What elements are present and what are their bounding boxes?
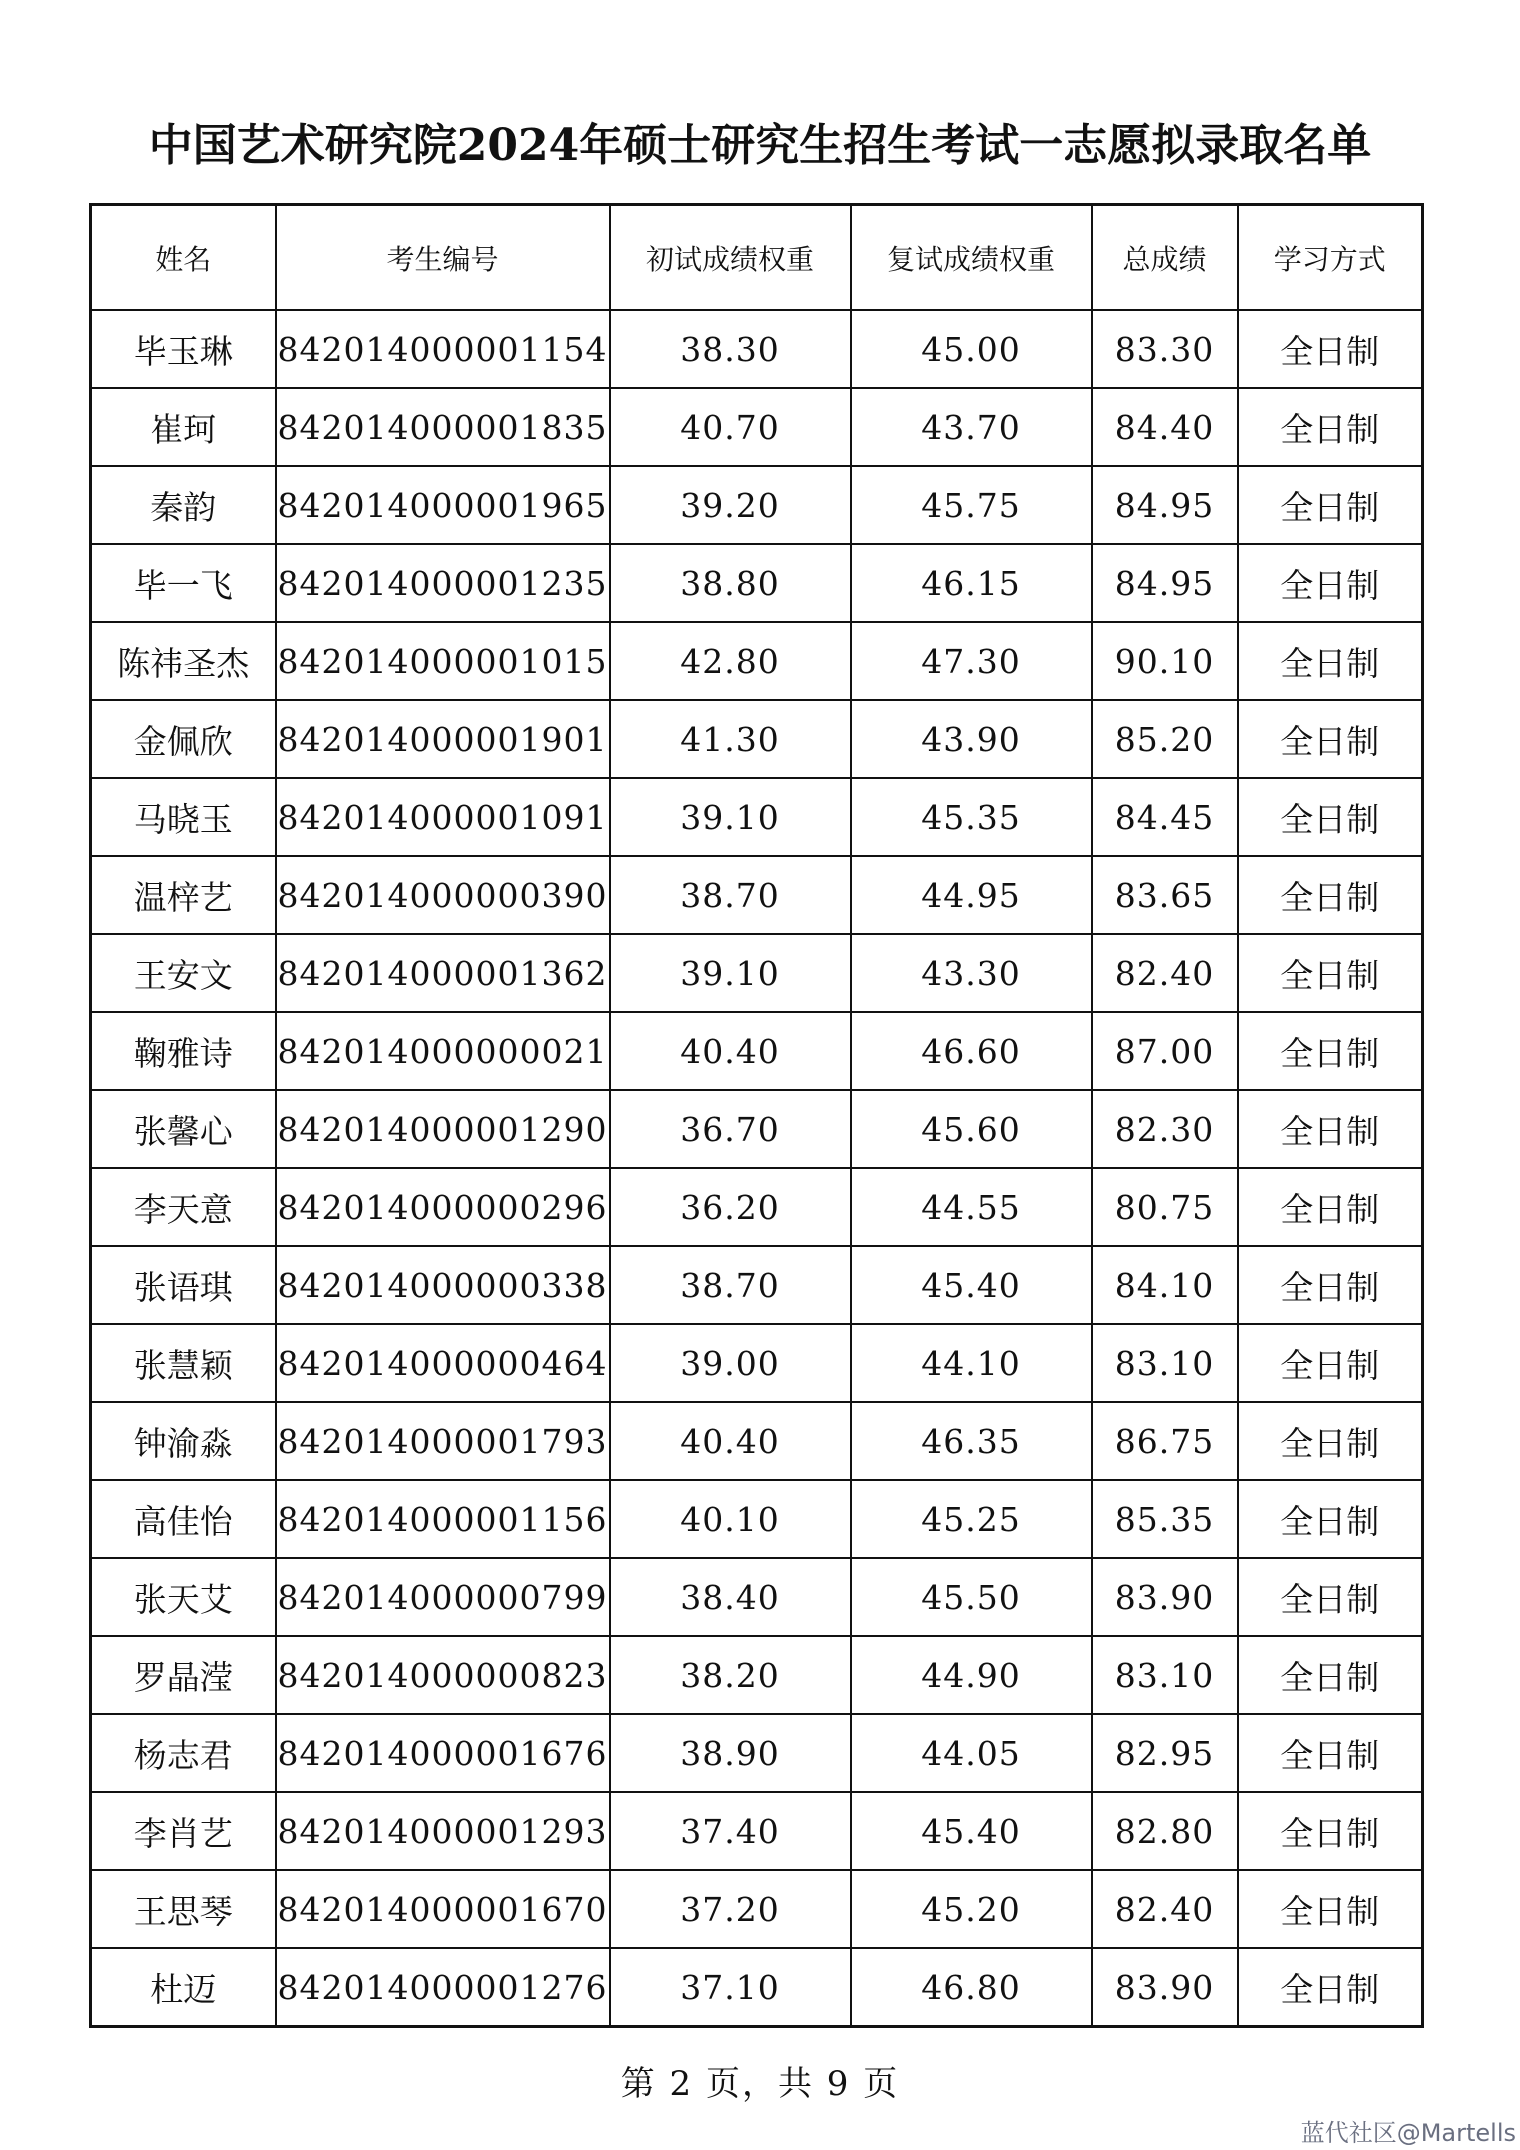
cell-study-mode: 全日制 bbox=[1238, 1168, 1423, 1246]
cell-candidate-id: 842014000001362 bbox=[276, 934, 610, 1012]
admission-list-table bbox=[89, 203, 1424, 2028]
table-row bbox=[91, 1948, 1423, 2027]
cell-initial-score: 39.10 bbox=[610, 778, 851, 856]
cell-retest-score: 44.10 bbox=[851, 1324, 1092, 1402]
cell-total-score: 85.20 bbox=[1092, 700, 1238, 778]
cell-study-mode: 全日制 bbox=[1238, 1870, 1423, 1948]
cell-candidate-id: 842014000000390 bbox=[276, 856, 610, 934]
cell-retest-score: 46.80 bbox=[851, 1948, 1092, 2027]
table-header-row bbox=[91, 205, 1423, 311]
document-title: 中国艺术研究院2024年硕士研究生招生考试一志愿拟录取名单 bbox=[148, 120, 1372, 171]
cell-total-score: 83.90 bbox=[1092, 1558, 1238, 1636]
cell-study-mode: 全日制 bbox=[1238, 544, 1423, 622]
cell-study-mode: 全日制 bbox=[1238, 466, 1423, 544]
cell-initial-score: 38.70 bbox=[610, 1246, 851, 1324]
table-row bbox=[91, 1792, 1423, 1870]
cell-candidate-id: 842014000001154 bbox=[276, 310, 610, 388]
cell-total-score: 82.40 bbox=[1092, 1870, 1238, 1948]
cell-total-score: 80.75 bbox=[1092, 1168, 1238, 1246]
cell-candidate-id: 842014000001276 bbox=[276, 1948, 610, 2027]
cell-candidate-id: 842014000000799 bbox=[276, 1558, 610, 1636]
cell-name: 杜迈 bbox=[91, 1948, 276, 2027]
cell-name: 鞠雅诗 bbox=[91, 1012, 276, 1090]
cell-retest-score: 44.90 bbox=[851, 1636, 1092, 1714]
cell-name: 王安文 bbox=[91, 934, 276, 1012]
cell-study-mode: 全日制 bbox=[1238, 388, 1423, 466]
cell-retest-score: 44.05 bbox=[851, 1714, 1092, 1792]
cell-name: 王思琴 bbox=[91, 1870, 276, 1948]
cell-candidate-id: 842014000000338 bbox=[276, 1246, 610, 1324]
cell-total-score: 85.35 bbox=[1092, 1480, 1238, 1558]
cell-total-score: 84.95 bbox=[1092, 544, 1238, 622]
page-indicator: 第 2 页，共 9 页 bbox=[620, 2064, 900, 2104]
cell-initial-score: 39.10 bbox=[610, 934, 851, 1012]
cell-total-score: 90.10 bbox=[1092, 622, 1238, 700]
cell-retest-score: 43.30 bbox=[851, 934, 1092, 1012]
cell-name: 金佩欣 bbox=[91, 700, 276, 778]
cell-study-mode: 全日制 bbox=[1238, 1246, 1423, 1324]
cell-retest-score: 44.55 bbox=[851, 1168, 1092, 1246]
header-retest-score: 复试成绩权重 bbox=[851, 205, 1092, 311]
cell-candidate-id: 842014000001965 bbox=[276, 466, 610, 544]
table-row bbox=[91, 388, 1423, 466]
cell-study-mode: 全日制 bbox=[1238, 700, 1423, 778]
cell-retest-score: 46.15 bbox=[851, 544, 1092, 622]
cell-retest-score: 44.95 bbox=[851, 856, 1092, 934]
cell-study-mode: 全日制 bbox=[1238, 1948, 1423, 2027]
cell-initial-score: 38.80 bbox=[610, 544, 851, 622]
cell-study-mode: 全日制 bbox=[1238, 856, 1423, 934]
cell-retest-score: 46.60 bbox=[851, 1012, 1092, 1090]
cell-name: 毕一飞 bbox=[91, 544, 276, 622]
table-row bbox=[91, 310, 1423, 388]
cell-retest-score: 45.60 bbox=[851, 1090, 1092, 1168]
cell-name: 毕玉琳 bbox=[91, 310, 276, 388]
table-row bbox=[91, 778, 1423, 856]
cell-name: 陈祎圣杰 bbox=[91, 622, 276, 700]
cell-total-score: 87.00 bbox=[1092, 1012, 1238, 1090]
cell-study-mode: 全日制 bbox=[1238, 310, 1423, 388]
cell-study-mode: 全日制 bbox=[1238, 1012, 1423, 1090]
table-row bbox=[91, 934, 1423, 1012]
cell-name: 张语琪 bbox=[91, 1246, 276, 1324]
cell-name: 张天艾 bbox=[91, 1558, 276, 1636]
cell-retest-score: 45.75 bbox=[851, 466, 1092, 544]
cell-total-score: 84.45 bbox=[1092, 778, 1238, 856]
cell-name: 温梓艺 bbox=[91, 856, 276, 934]
table-row bbox=[91, 1012, 1423, 1090]
cell-retest-score: 46.35 bbox=[851, 1402, 1092, 1480]
header-total-score: 总成绩 bbox=[1092, 205, 1238, 311]
cell-study-mode: 全日制 bbox=[1238, 1636, 1423, 1714]
cell-candidate-id: 842014000000464 bbox=[276, 1324, 610, 1402]
cell-retest-score: 45.50 bbox=[851, 1558, 1092, 1636]
table-row bbox=[91, 1090, 1423, 1168]
cell-initial-score: 40.40 bbox=[610, 1402, 851, 1480]
cell-name: 崔珂 bbox=[91, 388, 276, 466]
cell-initial-score: 40.10 bbox=[610, 1480, 851, 1558]
cell-study-mode: 全日制 bbox=[1238, 1324, 1423, 1402]
table-row bbox=[91, 700, 1423, 778]
cell-initial-score: 42.80 bbox=[610, 622, 851, 700]
cell-total-score: 83.10 bbox=[1092, 1324, 1238, 1402]
table-row bbox=[91, 1558, 1423, 1636]
cell-initial-score: 38.70 bbox=[610, 856, 851, 934]
cell-retest-score: 43.90 bbox=[851, 700, 1092, 778]
cell-name: 李天意 bbox=[91, 1168, 276, 1246]
cell-study-mode: 全日制 bbox=[1238, 1402, 1423, 1480]
cell-retest-score: 45.25 bbox=[851, 1480, 1092, 1558]
cell-retest-score: 45.00 bbox=[851, 310, 1092, 388]
cell-initial-score: 37.20 bbox=[610, 1870, 851, 1948]
table-row bbox=[91, 1870, 1423, 1948]
cell-retest-score: 45.20 bbox=[851, 1870, 1092, 1948]
cell-candidate-id: 842014000001235 bbox=[276, 544, 610, 622]
table-row bbox=[91, 544, 1423, 622]
table-row bbox=[91, 1168, 1423, 1246]
cell-initial-score: 37.10 bbox=[610, 1948, 851, 2027]
header-candidate-id: 考生编号 bbox=[276, 205, 610, 311]
cell-study-mode: 全日制 bbox=[1238, 622, 1423, 700]
cell-study-mode: 全日制 bbox=[1238, 1792, 1423, 1870]
cell-candidate-id: 842014000000823 bbox=[276, 1636, 610, 1714]
table-row bbox=[91, 1246, 1423, 1324]
table-row bbox=[91, 466, 1423, 544]
cell-candidate-id: 842014000001293 bbox=[276, 1792, 610, 1870]
cell-retest-score: 47.30 bbox=[851, 622, 1092, 700]
cell-total-score: 86.75 bbox=[1092, 1402, 1238, 1480]
table-row bbox=[91, 1636, 1423, 1714]
cell-candidate-id: 842014000000021 bbox=[276, 1012, 610, 1090]
header-initial-score: 初试成绩权重 bbox=[610, 205, 851, 311]
cell-initial-score: 39.00 bbox=[610, 1324, 851, 1402]
cell-retest-score: 45.35 bbox=[851, 778, 1092, 856]
cell-initial-score: 38.20 bbox=[610, 1636, 851, 1714]
cell-study-mode: 全日制 bbox=[1238, 1480, 1423, 1558]
table-row bbox=[91, 1714, 1423, 1792]
cell-total-score: 83.90 bbox=[1092, 1948, 1238, 2027]
cell-candidate-id: 842014000001793 bbox=[276, 1402, 610, 1480]
cell-initial-score: 38.90 bbox=[610, 1714, 851, 1792]
cell-candidate-id: 842014000001676 bbox=[276, 1714, 610, 1792]
table-row bbox=[91, 1402, 1423, 1480]
table-body bbox=[91, 310, 1423, 2027]
cell-candidate-id: 842014000001015 bbox=[276, 622, 610, 700]
cell-total-score: 84.10 bbox=[1092, 1246, 1238, 1324]
cell-study-mode: 全日制 bbox=[1238, 1714, 1423, 1792]
cell-initial-score: 39.20 bbox=[610, 466, 851, 544]
cell-candidate-id: 842014000000296 bbox=[276, 1168, 610, 1246]
cell-name: 马晓玉 bbox=[91, 778, 276, 856]
cell-initial-score: 38.30 bbox=[610, 310, 851, 388]
cell-candidate-id: 842014000001290 bbox=[276, 1090, 610, 1168]
cell-study-mode: 全日制 bbox=[1238, 1090, 1423, 1168]
cell-total-score: 83.10 bbox=[1092, 1636, 1238, 1714]
cell-initial-score: 38.40 bbox=[610, 1558, 851, 1636]
cell-name: 张慧颖 bbox=[91, 1324, 276, 1402]
cell-candidate-id: 842014000001835 bbox=[276, 388, 610, 466]
cell-total-score: 84.95 bbox=[1092, 466, 1238, 544]
cell-candidate-id: 842014000001156 bbox=[276, 1480, 610, 1558]
cell-candidate-id: 842014000001670 bbox=[276, 1870, 610, 1948]
cell-total-score: 82.80 bbox=[1092, 1792, 1238, 1870]
watermark: 蓝代社区@Martells bbox=[1300, 2119, 1516, 2147]
cell-initial-score: 40.40 bbox=[610, 1012, 851, 1090]
cell-initial-score: 41.30 bbox=[610, 700, 851, 778]
cell-name: 杨志君 bbox=[91, 1714, 276, 1792]
cell-candidate-id: 842014000001901 bbox=[276, 700, 610, 778]
cell-total-score: 83.30 bbox=[1092, 310, 1238, 388]
cell-total-score: 82.30 bbox=[1092, 1090, 1238, 1168]
cell-study-mode: 全日制 bbox=[1238, 778, 1423, 856]
table-row bbox=[91, 622, 1423, 700]
cell-name: 李肖艺 bbox=[91, 1792, 276, 1870]
cell-total-score: 83.65 bbox=[1092, 856, 1238, 934]
cell-study-mode: 全日制 bbox=[1238, 1558, 1423, 1636]
table-row bbox=[91, 856, 1423, 934]
cell-total-score: 82.95 bbox=[1092, 1714, 1238, 1792]
cell-name: 张馨心 bbox=[91, 1090, 276, 1168]
cell-total-score: 82.40 bbox=[1092, 934, 1238, 1012]
cell-candidate-id: 842014000001091 bbox=[276, 778, 610, 856]
header-study-mode: 学习方式 bbox=[1238, 205, 1423, 311]
cell-study-mode: 全日制 bbox=[1238, 934, 1423, 1012]
cell-retest-score: 43.70 bbox=[851, 388, 1092, 466]
cell-total-score: 84.40 bbox=[1092, 388, 1238, 466]
cell-name: 钟渝淼 bbox=[91, 1402, 276, 1480]
cell-name: 秦韵 bbox=[91, 466, 276, 544]
table-row bbox=[91, 1480, 1423, 1558]
table-row bbox=[91, 1324, 1423, 1402]
cell-retest-score: 45.40 bbox=[851, 1792, 1092, 1870]
cell-initial-score: 36.20 bbox=[610, 1168, 851, 1246]
header-name: 姓名 bbox=[91, 205, 276, 311]
cell-retest-score: 45.40 bbox=[851, 1246, 1092, 1324]
cell-initial-score: 40.70 bbox=[610, 388, 851, 466]
cell-initial-score: 37.40 bbox=[610, 1792, 851, 1870]
cell-name: 罗晶滢 bbox=[91, 1636, 276, 1714]
cell-initial-score: 36.70 bbox=[610, 1090, 851, 1168]
cell-name: 高佳怡 bbox=[91, 1480, 276, 1558]
